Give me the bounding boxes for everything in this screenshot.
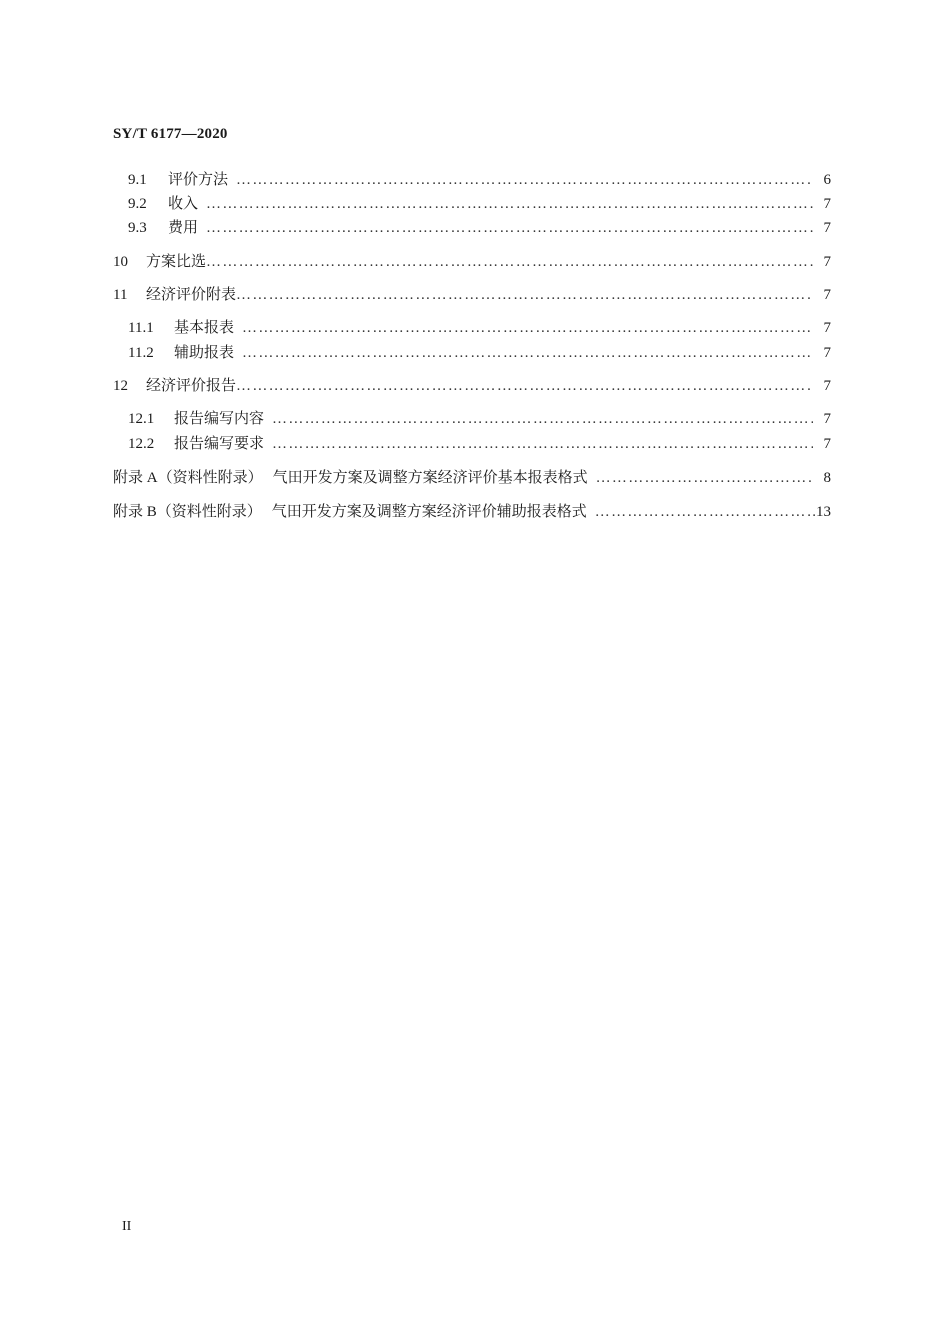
toc-entry-page: 7 bbox=[823, 287, 831, 303]
toc-entry-10[interactable] bbox=[113, 250, 831, 272]
toc-entry-title: 气田开发方案及调整方案经济评价辅助报表格式 bbox=[271, 502, 587, 520]
toc-entry-number: 11 bbox=[113, 287, 128, 303]
toc-dot-leader bbox=[236, 378, 813, 395]
toc-entry-page: 7 bbox=[823, 345, 831, 361]
toc-entry-12-1[interactable] bbox=[113, 407, 831, 429]
toc-entry-title: 报告编写要求 bbox=[174, 434, 265, 452]
toc-dot-leader bbox=[595, 504, 816, 521]
toc-entry-11-2[interactable] bbox=[113, 341, 831, 363]
toc-entry-page: 7 bbox=[823, 320, 831, 336]
toc-entry-page: 7 bbox=[823, 378, 831, 394]
toc-entry-number: 11.1 bbox=[128, 320, 154, 336]
toc-entry-page: 13 bbox=[816, 504, 831, 520]
toc-entry-page: 7 bbox=[823, 220, 831, 236]
document-code-header: SY/T 6177—2020 bbox=[113, 126, 228, 142]
toc-entry-number: 10 bbox=[113, 254, 128, 270]
toc-entry-title: 经济评价报告 bbox=[146, 376, 237, 394]
toc-entry-number: 附录 A（资料性附录） bbox=[113, 470, 263, 486]
toc-dot-leader bbox=[242, 320, 813, 337]
toc-entry-9-1[interactable] bbox=[113, 168, 831, 190]
toc-entry-title: 费用 bbox=[168, 218, 199, 236]
toc-entry-title: 经济评价附表 bbox=[146, 285, 237, 303]
toc-entry-page: 7 bbox=[823, 254, 831, 270]
toc-entry-number: 12.2 bbox=[128, 436, 155, 452]
toc-dot-leader bbox=[596, 470, 813, 487]
toc-dot-leader bbox=[272, 436, 813, 453]
toc-entry-number: 12.1 bbox=[128, 411, 155, 427]
toc-dot-leader bbox=[206, 254, 813, 271]
toc-dot-leader bbox=[242, 345, 813, 362]
toc-dot-leader bbox=[206, 220, 813, 237]
toc-entry-title: 评价方法 bbox=[168, 170, 229, 188]
toc-dot-leader bbox=[272, 411, 813, 428]
toc-entry-title: 收入 bbox=[168, 194, 199, 212]
toc-entry-number: 9.3 bbox=[128, 220, 147, 236]
toc-dot-leader bbox=[236, 287, 813, 304]
toc-entry-number: 9.1 bbox=[128, 172, 147, 188]
toc-entry-number: 9.2 bbox=[128, 196, 147, 212]
toc-entry-11-1[interactable] bbox=[113, 316, 831, 338]
toc-entry-title: 气田开发方案及调整方案经济评价基本报表格式 bbox=[272, 468, 588, 486]
page-number-footer: II bbox=[122, 1219, 132, 1234]
toc-entry-number: 12 bbox=[113, 378, 128, 394]
toc-entry-page: 7 bbox=[823, 436, 831, 452]
toc-dot-leader bbox=[206, 196, 813, 213]
toc-entry-11[interactable] bbox=[113, 283, 831, 305]
toc-entry-appendix-b[interactable] bbox=[113, 500, 831, 522]
toc-entry-9-3[interactable] bbox=[113, 216, 831, 238]
toc-entry-12-2[interactable] bbox=[113, 432, 831, 454]
toc-entry-page: 6 bbox=[823, 172, 831, 188]
toc-entry-number: 11.2 bbox=[128, 345, 154, 361]
toc-entry-page: 7 bbox=[823, 411, 831, 427]
toc-entry-page: 8 bbox=[823, 470, 831, 486]
toc-entry-appendix-a[interactable] bbox=[113, 466, 831, 488]
toc-entry-title: 报告编写内容 bbox=[174, 409, 265, 427]
toc-entry-page: 7 bbox=[823, 196, 831, 212]
toc-entry-title: 辅助报表 bbox=[174, 343, 235, 361]
toc-entry-9-2[interactable] bbox=[113, 192, 831, 214]
toc-entry-12[interactable] bbox=[113, 374, 831, 396]
toc-entry-title: 基本报表 bbox=[174, 318, 235, 336]
toc-entry-number: 附录 B（资料性附录） bbox=[113, 504, 262, 520]
toc-dot-leader bbox=[236, 172, 813, 189]
toc-entry-title: 方案比选 bbox=[146, 252, 207, 270]
